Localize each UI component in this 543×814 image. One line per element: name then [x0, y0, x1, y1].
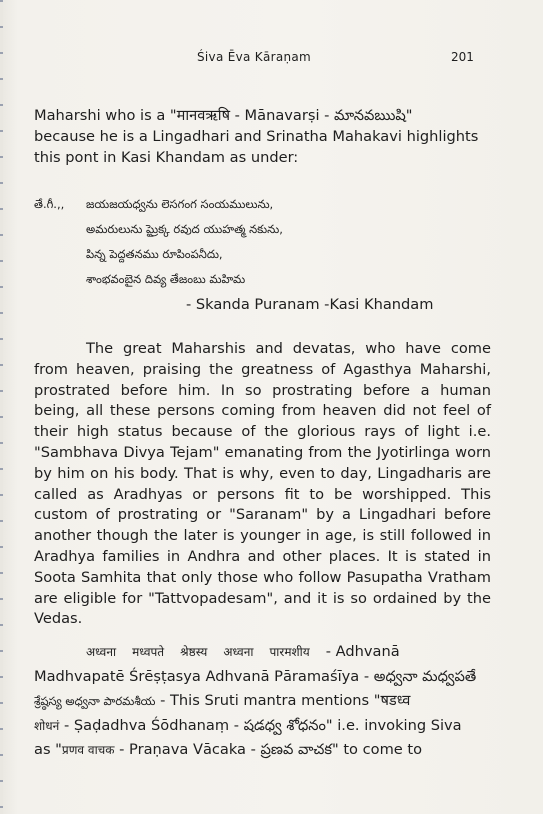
paragraph-3-row-4 [34, 714, 496, 739]
row-5-text: - Praṇava Vācaka - ప్రణవ వాచక" to come to [114, 741, 423, 758]
page-edge [0, 0, 3, 814]
row-3-text: - This Sruti mantra mentions "षडध्व [155, 692, 411, 709]
telugu-mantra: శ్రేష్ఠస్య అధ్వనా పారమశీయ [34, 694, 156, 708]
verse-line-4: శాంభవంబైన దివ్య తేజంబు మహిమ [86, 272, 246, 286]
verse-line-1 [34, 192, 494, 217]
devanagari-term-2: प्रणव वाचक [61, 743, 115, 757]
verse-text-1: జయజయధ్వను లెసగంగ సంయములును, [86, 197, 274, 211]
mantra-row-end: - Adhvanā [325, 643, 400, 660]
paragraph-1-line-2: because he is a Lingadhari and Srinatha Mahakavi highlights [34, 127, 479, 145]
row-4-text: - Ṣaḍadhva Śōdhanaṃ - షడధ్వ శోధనం" i.e. invoking Siva [59, 716, 462, 734]
paragraph-2: The great Maharshis and devatas, who have come from heaven, praising the greatness of Agasthya Maharshi, prostrated before him. In so prostrating before a human being, all these persons coming from heaven did not feel of their high status because of the glorious rays of light i.e. "Sambhava Divya Tejam" emanating from the Jyotirlinga worn by him on his body. That is why, even to day, Lingadharis are called as Aradhyas or persons fit to be worshipped. This custom of prostrating or "Saranam" by a Lingadhari before another though the later is younger in age, is still followed in Aradhya families in Andhra and other places. It is stated in Soota Samhita that only those who follow Pasupatha Vratham are eligible for "Tattvopadesam", and it is so ordained by the Vedas. [34, 340, 491, 628]
mantra-word-5: पारमशीय [269, 645, 310, 659]
verse-line-3: పిన్న పెద్దతనము రూపింపనీదు, [86, 247, 223, 261]
row-5-start: as " [34, 741, 62, 758]
paragraph-3 [34, 640, 496, 763]
mantra-word-2: मध्वपते [132, 645, 165, 659]
paragraph-1-line-3: this pont in Kasi Khandam as under: [34, 148, 299, 166]
verse-source: - Skanda Puranam -Kasi Khandam [186, 296, 434, 313]
devanagari-term-1: शोधनं [34, 718, 60, 733]
running-title: Śiva Ēva Kāraṇam [197, 50, 312, 64]
page-number: 201 [451, 50, 474, 64]
mantra-word-3: श्रेष्ठस्य [180, 645, 208, 659]
paragraph-3-row-3 [34, 689, 496, 714]
mantra-word-1: अध्वना [86, 645, 117, 659]
running-header [0, 50, 543, 68]
paragraph-3-row-5 [34, 738, 496, 763]
paragraph-3-row-1 [34, 640, 496, 665]
telugu-verse [34, 192, 494, 292]
paragraph-1-line-1: Maharshi who is a "मानवऋषि - Mānavarṣi - మానవఋషి" [34, 107, 413, 124]
mantra-word-4: अध्वना [223, 645, 254, 659]
paragraph-3-row-2: Madhvapatē Śrēṣṭasya Adhvanā Pāramaśīya - అధ్వనా మధ్వపతే [34, 667, 477, 685]
paragraph-1 [34, 106, 491, 168]
verse-line-2: అమరులును ప్రైుక్క రవుద యుహత్మ నకును, [86, 222, 283, 236]
verse-meter-tag: తే.గీ.,, [34, 197, 65, 211]
